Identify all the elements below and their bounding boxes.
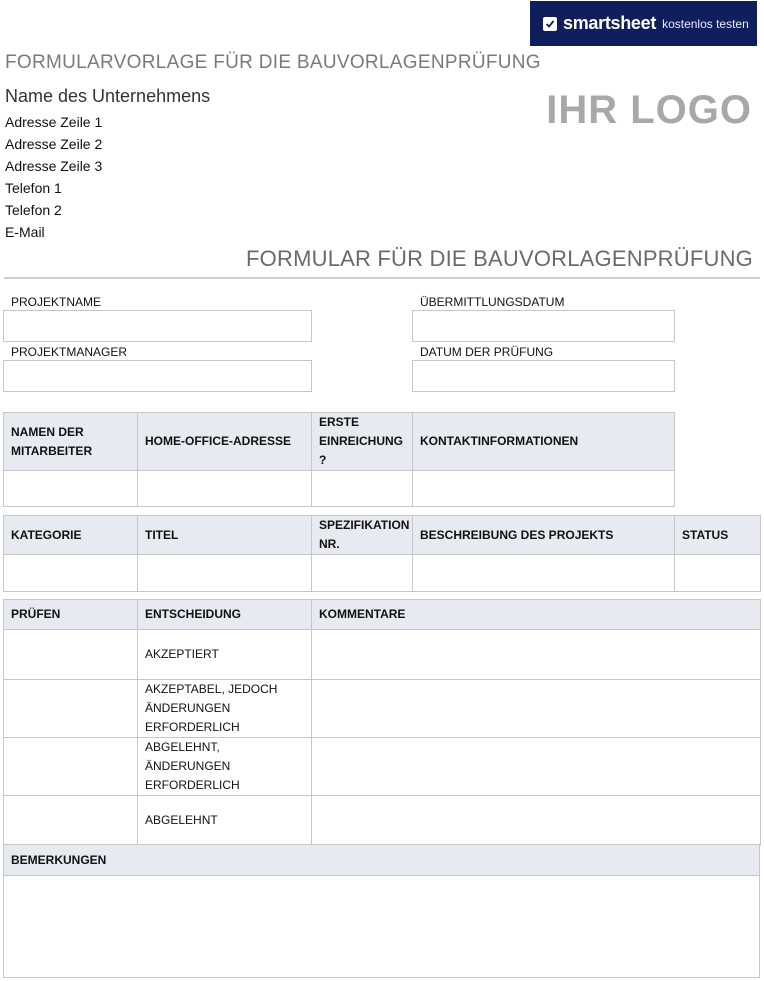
project-header-status: STATUS: [675, 516, 761, 555]
address-line-3: Adresse Zeile 3: [5, 158, 103, 174]
address-line-1: Adresse Zeile 1: [5, 114, 103, 130]
review-header-check: PRÜFEN: [4, 600, 138, 630]
staff-header-contact: KONTAKTINFORMATIONEN: [413, 413, 675, 471]
table-cell[interactable]: [4, 738, 138, 796]
review-header-decision: ENTSCHEIDUNG: [138, 600, 312, 630]
review-date-input[interactable]: [412, 360, 675, 392]
staff-table: [3, 412, 675, 507]
table-cell[interactable]: [4, 471, 138, 507]
staff-header-names: NAMEN DER MITARBEITER: [4, 413, 138, 471]
document-title: FORMULARVORLAGE FÜR DIE BAUVORLAGENPRÜFUNG: [5, 52, 541, 73]
project-manager-label: PROJEKTMANAGER: [11, 345, 128, 359]
project-header-title: TITEL: [138, 516, 312, 555]
project-name-input[interactable]: [3, 310, 312, 342]
table-cell[interactable]: [312, 680, 761, 738]
table-row: [4, 680, 761, 738]
table-cell[interactable]: [138, 471, 312, 507]
smartsheet-check-icon: [543, 17, 557, 31]
remarks-header: BEMERKUNGEN: [4, 845, 760, 876]
project-table: [3, 515, 761, 592]
smartsheet-banner[interactable]: [530, 1, 757, 46]
table-cell[interactable]: [138, 555, 312, 592]
table-cell[interactable]: [4, 630, 138, 680]
decision-accepted[interactable]: AKZEPTIERT: [138, 630, 312, 680]
company-name: Name des Unternehmens: [5, 86, 211, 106]
table-row: [4, 796, 761, 846]
table-row: [4, 555, 761, 592]
address-line-2: Adresse Zeile 2: [5, 136, 103, 152]
submission-date-label: ÜBERMITTLUNGSDATUM: [420, 295, 565, 309]
staff-header-first-submission: ERSTE EINREICHUNG ?: [312, 413, 413, 471]
decision-acceptable-changes[interactable]: AKZEPTABEL, JEDOCH ÄNDERUNGEN ERFORDERLICH: [138, 680, 312, 738]
table-cell[interactable]: [4, 680, 138, 738]
table-cell[interactable]: [4, 555, 138, 592]
header-divider: [4, 277, 760, 279]
review-table: [3, 599, 761, 846]
free-trial-link[interactable]: kostenlos testen: [662, 16, 749, 31]
remarks-table: [3, 844, 760, 978]
decision-rejected[interactable]: ABGELEHNT: [138, 796, 312, 846]
table-cell[interactable]: [312, 738, 761, 796]
table-cell[interactable]: [312, 630, 761, 680]
project-header-description: BESCHREIBUNG DES PROJEKTS: [413, 516, 675, 555]
submission-date-input[interactable]: [412, 310, 675, 342]
email: E-Mail: [5, 224, 45, 240]
project-header-category: KATEGORIE: [4, 516, 138, 555]
form-title: FORMULAR FÜR DIE BAUVORLAGENPRÜFUNG: [246, 246, 753, 271]
table-cell[interactable]: [413, 555, 675, 592]
decision-rejected-changes[interactable]: ABGELEHNT, ÄNDERUNGEN ERFORDERLICH: [138, 738, 312, 796]
phone-1: Telefon 1: [5, 180, 62, 196]
project-header-spec-no: SPEZIFIKATION NR.: [312, 516, 413, 555]
logo-placeholder: IHR LOGO: [546, 88, 752, 132]
project-manager-input[interactable]: [3, 360, 312, 392]
table-cell[interactable]: [312, 555, 413, 592]
table-row: [4, 738, 761, 796]
staff-header-address: HOME-OFFICE-ADRESSE: [138, 413, 312, 471]
table-row: [4, 471, 675, 507]
table-cell[interactable]: [312, 796, 761, 846]
remarks-input[interactable]: [4, 876, 760, 978]
review-header-comments: KOMMENTARE: [312, 600, 761, 630]
table-row: [4, 630, 761, 680]
project-name-label: PROJEKTNAME: [11, 295, 102, 309]
table-cell[interactable]: [413, 471, 675, 507]
table-cell[interactable]: [675, 555, 761, 592]
table-cell[interactable]: [4, 796, 138, 846]
smartsheet-brand: smartsheet: [563, 13, 657, 33]
phone-2: Telefon 2: [5, 202, 62, 218]
table-cell[interactable]: [312, 471, 413, 507]
review-date-label: DATUM DER PRÜFUNG: [420, 345, 554, 359]
